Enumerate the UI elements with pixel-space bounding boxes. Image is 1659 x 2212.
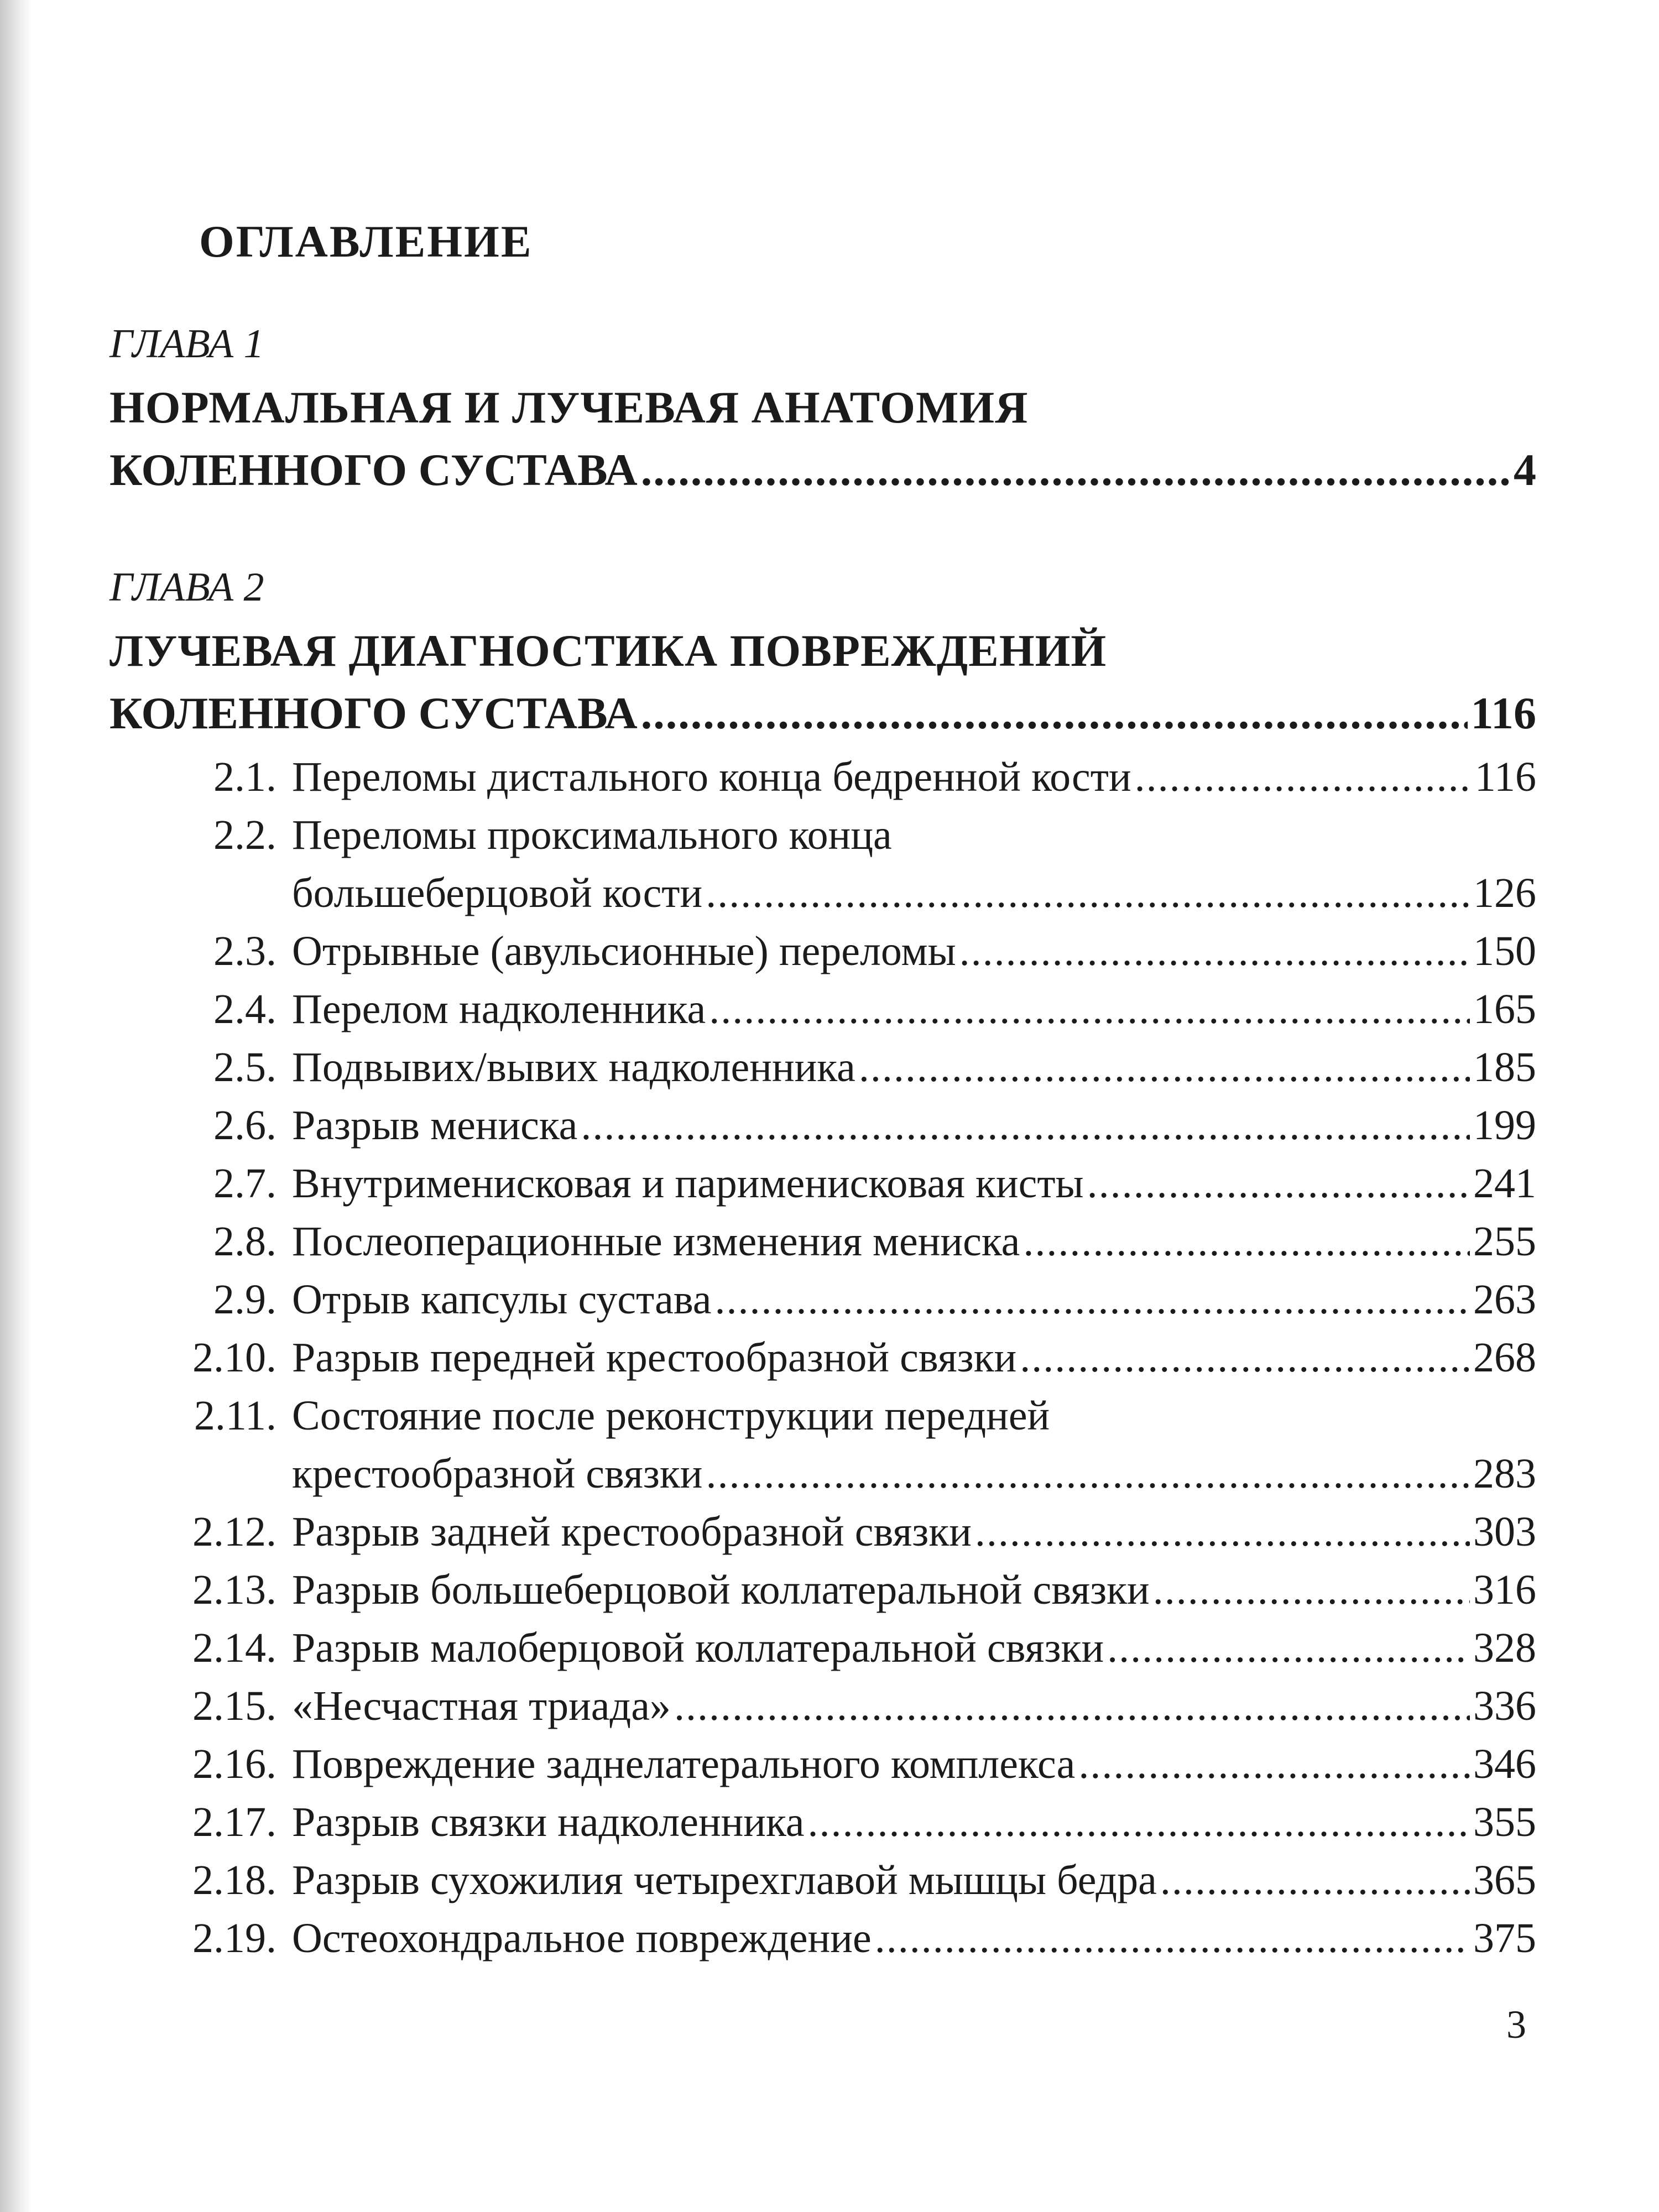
toc-entry-2-9[interactable] (109, 1272, 1536, 1327)
section-title: Состояние после реконструкции передней (292, 1392, 1050, 1439)
toc-entry-2-13[interactable] (109, 1562, 1536, 1618)
section-title: Разрыв передней крестообразной связки (292, 1334, 1017, 1381)
section-title: Разрыв мениска (292, 1102, 578, 1149)
section-title: Подвывих/вывих надколенника (292, 1044, 855, 1091)
toc-entry-2-19[interactable] (109, 1911, 1536, 1966)
section-number: 2.4. (213, 986, 276, 1032)
section-title-cont: большеберцовой кости (292, 870, 703, 916)
section-page: 263 (1473, 1276, 1536, 1323)
dot-leader (1153, 1562, 1470, 1618)
section-page: 355 (1473, 1799, 1536, 1845)
section-title: Переломы проксимального конца (292, 812, 892, 858)
toc-entry-2-11[interactable] (109, 1388, 1536, 1443)
toc-entry-2-6[interactable] (109, 1098, 1536, 1153)
dot-leader (859, 1040, 1470, 1095)
dot-leader (714, 1272, 1470, 1327)
section-number: 2.12. (192, 1509, 276, 1555)
dot-leader (709, 982, 1470, 1037)
chapter2-label: ГЛАВА 2 (109, 565, 264, 610)
dot-leader (1107, 1620, 1470, 1676)
section-number: 2.14. (192, 1625, 276, 1671)
section-number: 2.19. (192, 1915, 276, 1961)
chapter2-title-line1: ЛУЧЕВАЯ ДИАГНОСТИКА ПОВРЕЖДЕНИЙ (109, 625, 1107, 676)
section-number: 2.16. (192, 1741, 276, 1787)
section-page: 303 (1473, 1509, 1536, 1555)
section-number: 2.3. (213, 928, 276, 974)
dot-leader (581, 1098, 1470, 1153)
dot-leader (807, 1794, 1470, 1850)
chapter2-title-line2: КОЛЕННОГО СУСТАВА (109, 688, 638, 738)
toc-entry-2-11-cont[interactable] (109, 1446, 1536, 1501)
toc-entry-2-4[interactable] (109, 982, 1536, 1037)
section-title: «Несчастная триада» (292, 1683, 671, 1729)
section-title: Разрыв сухожилия четырехглавой мышцы бедра (292, 1857, 1157, 1903)
toc-entry-2-3[interactable] (109, 924, 1536, 979)
toc-entry-chapter1[interactable] (109, 442, 1536, 498)
toc-entry-2-7[interactable] (109, 1156, 1536, 1211)
dot-leader (875, 1911, 1470, 1966)
section-page: 199 (1473, 1102, 1536, 1149)
section-title: Повреждение заднелатерального комплекса (292, 1741, 1076, 1787)
section-number: 2.13. (192, 1567, 276, 1613)
section-number: 2.11. (194, 1392, 276, 1439)
toc-entry-2-17[interactable] (109, 1794, 1536, 1850)
section-title: Отрыв капсулы сустава (292, 1276, 712, 1323)
section-number: 2.15. (192, 1683, 276, 1729)
toc-entry-2-2-cont[interactable] (109, 865, 1536, 921)
section-title: Разрыв задней крестообразной связки (292, 1509, 972, 1555)
section-title: Разрыв малоберцовой коллатеральной связки (292, 1625, 1104, 1671)
chapter1-title-line1: НОРМАЛЬНАЯ И ЛУЧЕВАЯ АНАТОМИЯ (109, 382, 1029, 432)
chapter2-page: 116 (1470, 688, 1536, 738)
toc-entry-2-10[interactable] (109, 1330, 1536, 1385)
dot-leader (641, 442, 1510, 498)
section-page: 268 (1473, 1334, 1536, 1381)
toc-entry-2-15[interactable] (109, 1678, 1536, 1734)
toc-entry-2-12[interactable] (109, 1504, 1536, 1559)
dot-leader (975, 1504, 1470, 1559)
section-page: 241 (1473, 1160, 1536, 1207)
section-title-cont: крестообразной связки (292, 1451, 703, 1497)
dot-leader (641, 686, 1468, 741)
dot-leader (674, 1678, 1470, 1734)
section-number: 2.6. (213, 1102, 276, 1149)
section-title: Переломы дистального конца бедренной кости (292, 754, 1131, 800)
section-title: Остеохондральное повреждение (292, 1915, 872, 1961)
section-number: 2.2. (213, 812, 276, 858)
section-page: 165 (1473, 986, 1536, 1032)
toc-entry-chapter2[interactable] (109, 686, 1536, 741)
section-page: 116 (1474, 754, 1536, 800)
chapter1-title-line2: КОЛЕННОГО СУСТАВА (109, 445, 638, 495)
toc-entry-2-2[interactable] (109, 807, 1536, 863)
section-page: 150 (1473, 928, 1536, 974)
section-page: 316 (1473, 1567, 1536, 1613)
section-page: 346 (1473, 1741, 1536, 1787)
section-number: 2.5. (213, 1044, 276, 1091)
section-page: 375 (1473, 1915, 1536, 1961)
toc-entry-2-1[interactable] (109, 749, 1536, 805)
section-title: Разрыв связки надколенника (292, 1799, 805, 1845)
dot-leader (706, 1446, 1470, 1501)
section-number: 2.8. (213, 1218, 276, 1265)
section-title: Разрыв большеберцовой коллатеральной связки (292, 1567, 1150, 1613)
section-title: Внутрименисковая и парименисковая кисты (292, 1160, 1084, 1207)
section-page: 126 (1473, 870, 1536, 916)
dot-leader (706, 865, 1470, 921)
section-page: 336 (1473, 1683, 1536, 1729)
dot-leader (1078, 1736, 1470, 1792)
chapter1-label: ГЛАВА 1 (109, 321, 264, 367)
dot-leader (1020, 1330, 1470, 1385)
section-page: 185 (1473, 1044, 1536, 1091)
toc-title: ОГЛАВЛЕНИЕ (199, 216, 533, 267)
toc-entry-2-16[interactable] (109, 1736, 1536, 1792)
section-page: 255 (1473, 1218, 1536, 1265)
section-number: 2.1. (213, 754, 276, 800)
chapter1-page: 4 (1514, 445, 1536, 495)
section-page: 365 (1473, 1857, 1536, 1903)
section-title: Отрывные (авульсионные) переломы (292, 928, 956, 974)
dot-leader (1023, 1214, 1470, 1269)
section-number: 2.18. (192, 1857, 276, 1903)
toc-entry-2-18[interactable] (109, 1853, 1536, 1908)
dot-leader (959, 924, 1470, 979)
toc-entry-2-8[interactable] (109, 1214, 1536, 1269)
section-title: Перелом надколенника (292, 986, 706, 1032)
section-number: 2.10. (192, 1334, 276, 1381)
section-number: 2.9. (213, 1276, 276, 1323)
dot-leader (1087, 1156, 1470, 1211)
section-page: 283 (1473, 1451, 1536, 1497)
section-number: 2.17. (192, 1799, 276, 1845)
toc-entry-2-5[interactable] (109, 1040, 1536, 1095)
section-page: 328 (1473, 1625, 1536, 1671)
page-number: 3 (1506, 2002, 1526, 2047)
section-title: Послеоперационные изменения мениска (292, 1218, 1020, 1265)
toc-entry-2-14[interactable] (109, 1620, 1536, 1676)
section-number: 2.7. (213, 1160, 276, 1207)
dot-leader (1135, 749, 1472, 805)
dot-leader (1160, 1853, 1470, 1908)
